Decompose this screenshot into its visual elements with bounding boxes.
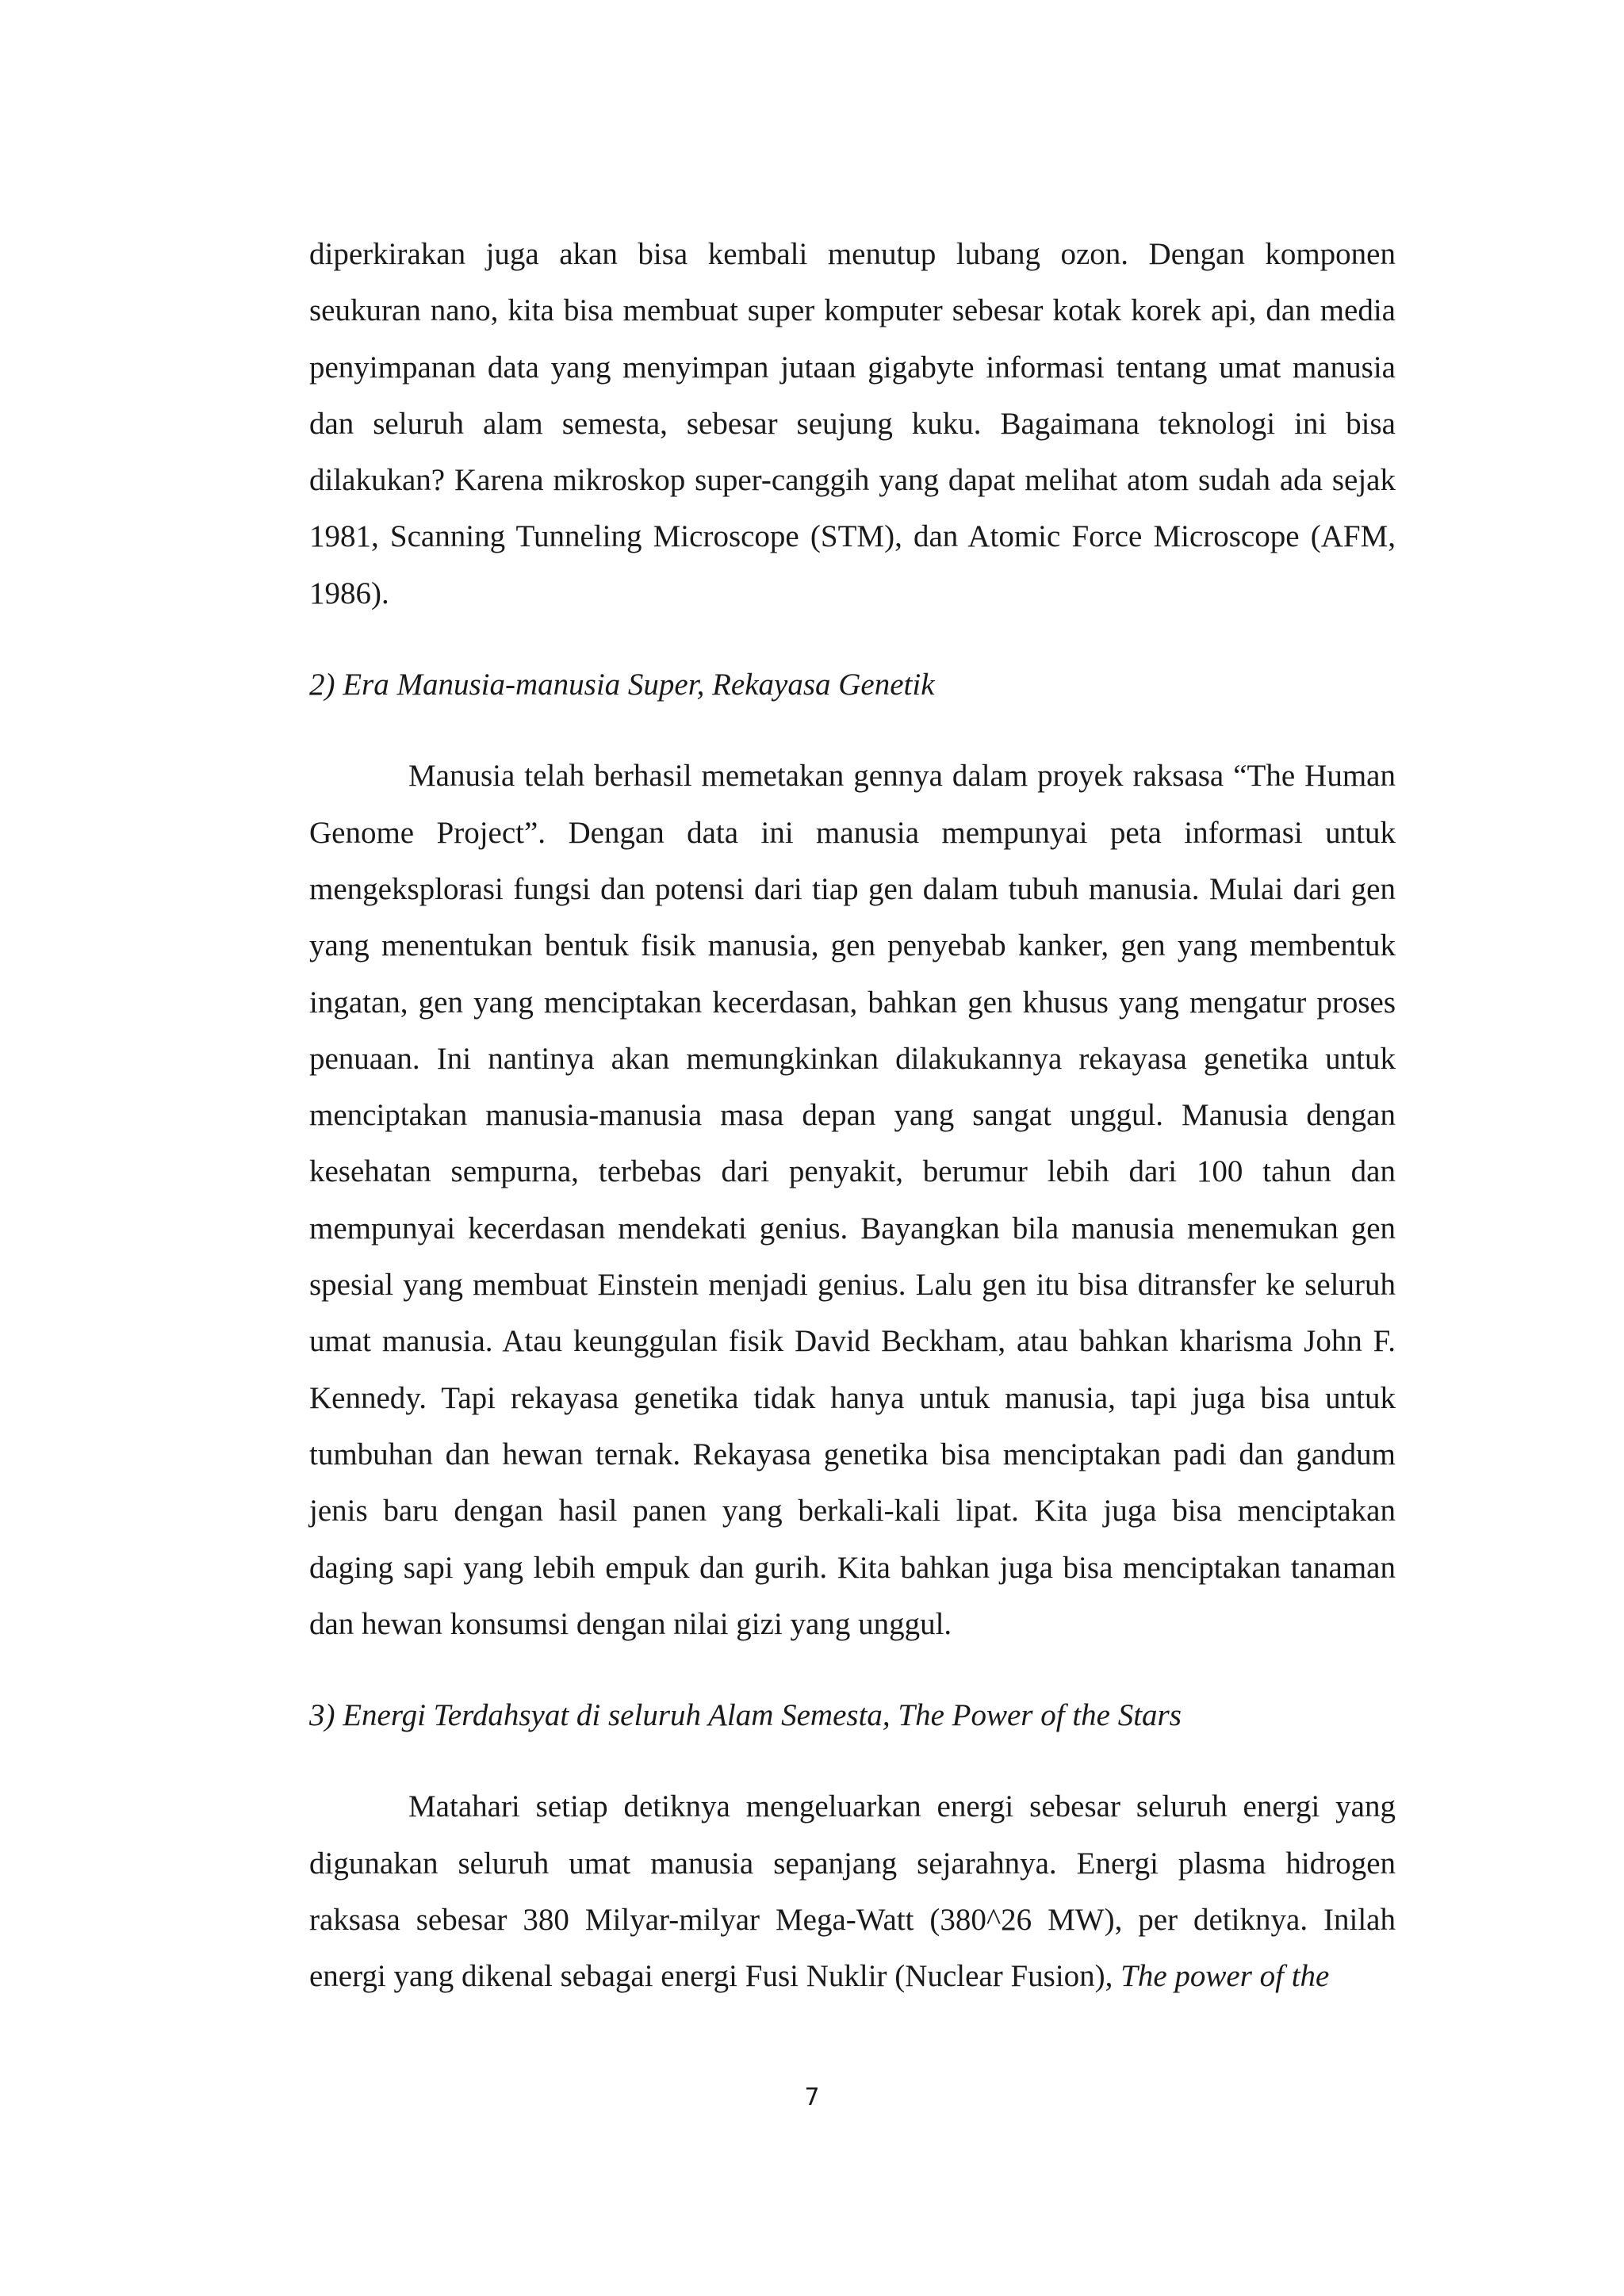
paragraph-nuclear-fusion-text: Matahari setiap detiknya mengeluarkan energi sebesar seluruh energi yang digunakan seluruh umat manusia sepanjang sejarahnya. Energi plasma hidrogen raksasa sebesar 380 Milyar-milyar Mega-Watt (380^26 MW), per detiknya. Inilah energi yang dikenal sebagai energi Fusi Nuklir (Nuclear Fusion), [309,1789,1396,1994]
page-number: 7 [804,2084,820,2111]
paragraph-nanotechnology: diperkirakan juga akan bisa kembali menutup lubang ozon. Dengan komponen seukuran nano, kita bisa membuat super komputer sebesar kotak korek api, dan media penyimpanan data yang menyimpan jutaan gigabyte informasi tentang umat manusia dan seluruh alam semesta, sebesar seujung kuku. Bagaimana teknologi ini bisa dilakukan? Karena mikroskop super-canggih yang dapat melihat atom sudah ada sejak 1981, Scanning Tunneling Microscope (STM), dan Atomic Force Microscope (AFM, 1986). [309,237,1396,610]
paragraph-genetic-engineering: Manusia telah berhasil memetakan gennya dalam proyek raksasa “The Human Genome Project”. Dengan data ini manusia mempunyai peta informasi untuk mengeksplorasi fungsi dan potensi dari tiap gen dalam tubuh manusia. Mulai dari gen yang menentukan bentuk fisik manusia, gen penyebab kanker, gen yang membentuk ingatan, gen yang menciptakan kecerdasan, bahkan gen khusus yang mengatur proses penuaan. Ini nantinya akan memungkinkan dilakukannya rekayasa genetika untuk menciptakan manusia-manusia masa depan yang sangat unggul. Manusia dengan kesehatan sempurna, terbebas dari penyakit, berumur lebih dari 100 tahun dan mempunyai kecerdasan mendekati genius. Bayangkan bila manusia menemukan gen spesial yang membuat Einstein menjadi genius. Lalu gen itu bisa ditransfer ke seluruh umat manusia. Atau keunggulan fisik David Beckham, atau bahkan kharisma John F. Kennedy. Tapi rekayasa genetika tidak hanya untuk manusia, tapi juga bisa untuk tumbuhan dan hewan ternak. Rekayasa genetika bisa menciptakan padi dan gandum jenis baru dengan hasil panen yang berkali-kali lipat. Kita juga bisa menciptakan daging sapi yang lebih empuk dan gurih. Kita bahkan juga bisa menciptakan tanaman dan hewan konsumsi dengan nilai gizi yang unggul. [309,759,1396,1641]
paragraph-nuclear-fusion-italic-tail: The power of the [1120,1959,1330,1994]
section-heading-genetic-engineering: 2) Era Manusia-manusia Super, Rekayasa Genetik [309,668,935,702]
section-heading-power-of-stars: 3) Energi Terdahsyat di seluruh Alam Semesta, The Power of the Stars [309,1698,1182,1733]
paragraph-nuclear-fusion [309,1778,1396,2004]
document-page [309,226,1396,2005]
